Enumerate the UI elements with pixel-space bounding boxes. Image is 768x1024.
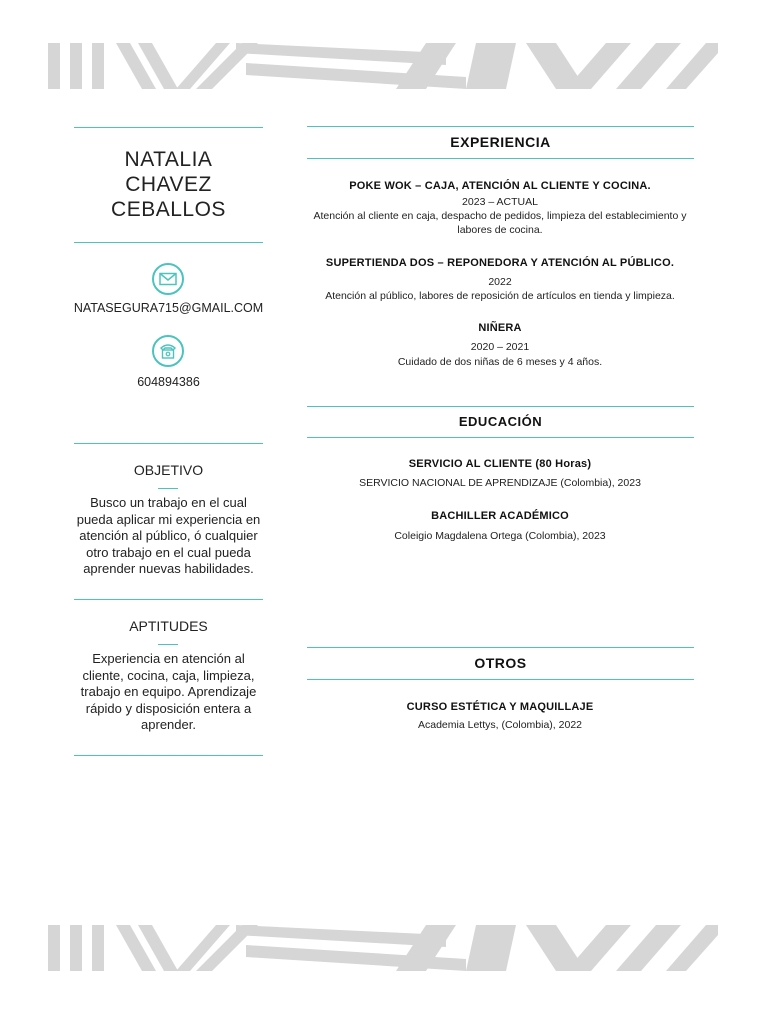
experience-bottom-rule <box>307 158 694 159</box>
name-line: NATALIA <box>124 148 213 171</box>
experience-item-title: NIÑERA <box>478 322 522 334</box>
objective-title: OBJETIVO <box>133 462 204 478</box>
education-top-rule <box>307 406 694 407</box>
top-decorative-band <box>46 43 718 89</box>
name-bottom-rule <box>74 242 263 243</box>
skills-bottom-rule <box>74 755 263 756</box>
others-title: OTROS <box>474 655 527 671</box>
objective-text: Busco un trabajo en el cual pueda aplicar mi experiencia en atención al público, ó cualquier otro trabajo en el cual pueda aprender nuevas habilidades. <box>76 495 261 576</box>
name-line: CEBALLOS <box>111 198 226 221</box>
experience-item-title: POKE WOK – CAJA, ATENCIÓN AL CLIENTE Y COCINA. <box>349 180 651 192</box>
experience-top-rule <box>307 126 694 127</box>
candidate-name <box>74 147 263 222</box>
name-line: CHAVEZ <box>125 173 212 196</box>
experience-item-date: 2023 – ACTUAL <box>462 196 538 208</box>
experience-item-date: 2020 – 2021 <box>470 341 530 353</box>
experience-title: EXPERIENCIA <box>450 134 551 150</box>
education-item-detail: SERVICIO NACIONAL DE APRENDIZAJE (Colombia), 2023 <box>359 477 641 489</box>
experience-item-desc: labores de cocina. <box>457 224 543 236</box>
experience-item-title: SUPERTIENDA DOS – REPONEDORA Y ATENCIÓN AL PÚBLICO. <box>325 257 675 269</box>
telephone-icon <box>152 335 184 367</box>
others-top-rule <box>307 647 694 648</box>
email-address[interactable]: NATASEGURA715@GMAIL.COM <box>73 301 264 315</box>
phone-number[interactable]: 604894386 <box>137 375 200 389</box>
others-bottom-rule <box>307 679 694 680</box>
education-item-title: BACHILLER ACADÉMICO <box>431 510 569 522</box>
experience-item-desc: Cuidado de dos niñas de 6 meses y 4 años. <box>397 356 603 368</box>
experience-item-desc: Atención al cliente en caja, despacho de pedidos, limpieza del establecimiento y <box>313 210 687 222</box>
name-top-rule <box>74 127 263 128</box>
experience-item-date: 2022 <box>488 276 512 288</box>
skills-mini-rule <box>158 644 178 645</box>
skills-top-rule <box>74 599 263 600</box>
skills-title: APTITUDES <box>129 618 208 634</box>
others-item-title: CURSO ESTÉTICA Y MAQUILLAJE <box>406 701 594 713</box>
objective-top-rule <box>74 443 263 444</box>
bottom-decorative-band <box>46 925 718 971</box>
education-item-detail: Coleigio Magdalena Ortega (Colombia), 2023 <box>394 530 606 542</box>
objective-mini-rule <box>158 488 178 489</box>
envelope-icon <box>152 263 184 295</box>
education-title: EDUCACIÓN <box>458 414 543 429</box>
skills-text: Experiencia en atención al cliente, cocina, caja, limpieza, trabajo en equipo. Aprendizaje rápido y disposición entera a aprender. <box>80 651 257 732</box>
experience-item-desc: Atención al público, labores de reposición de artículos en tienda y limpieza. <box>325 290 675 302</box>
education-item-title: SERVICIO AL CLIENTE (80 Horas) <box>408 458 592 470</box>
others-item-detail: Academia Lettys, (Colombia), 2022 <box>418 719 582 731</box>
education-bottom-rule <box>307 437 694 438</box>
